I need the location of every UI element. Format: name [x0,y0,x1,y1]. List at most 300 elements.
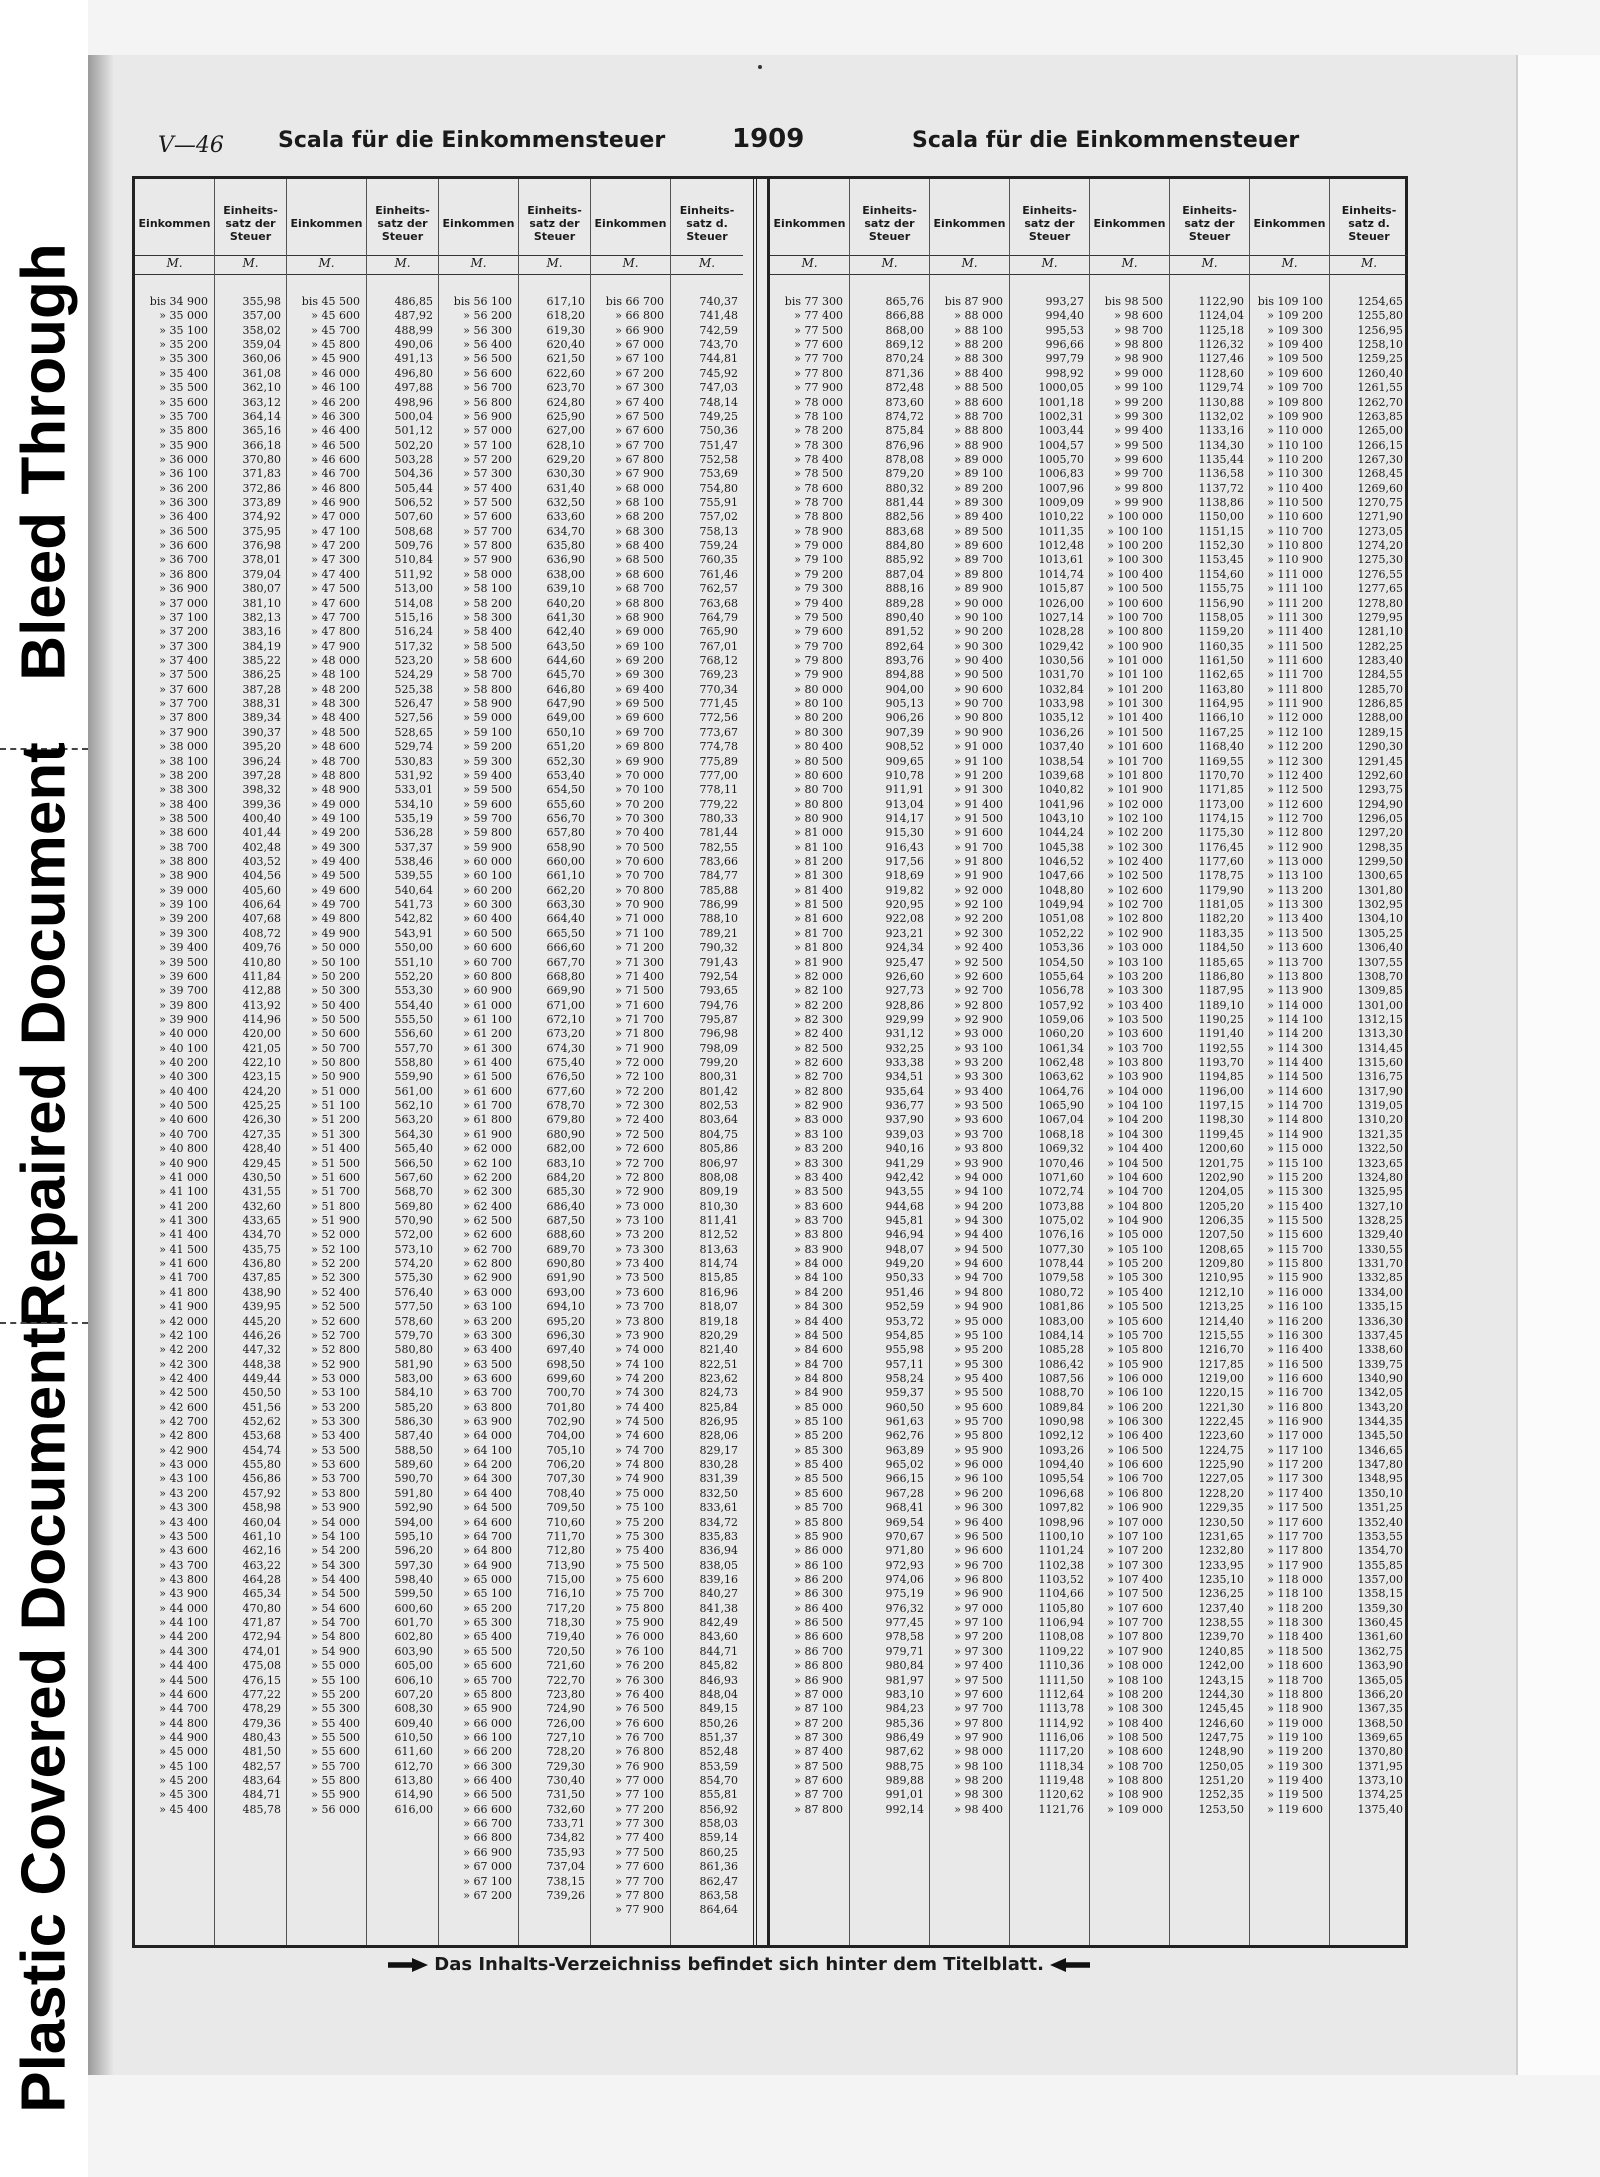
income-cell: » 95 300 [954,1357,1003,1371]
income-cell: » 79 300 [794,582,843,596]
rate-cell: 949,20 [885,1257,924,1271]
income-cell: » 86 100 [794,1558,843,1572]
income-cell: » 93 800 [954,1142,1003,1156]
income-cell: » 43 500 [159,1529,208,1543]
rate-cell: 1038,54 [1038,754,1084,768]
income-cell: » 55 100 [311,1673,360,1687]
income-cell: » 111 600 [1267,653,1323,667]
income-cell: » 83 300 [794,1156,843,1170]
income-cell: » 75 300 [615,1529,664,1543]
rate-cell: 876,96 [885,438,924,452]
income-cell: » 112 400 [1267,768,1323,782]
income-cell: » 115 800 [1267,1257,1323,1271]
rate-cell: 1242,00 [1198,1659,1244,1673]
income-cell: » 114 000 [1267,998,1323,1012]
rate-cell: 1122,90 [1198,295,1244,308]
rate-cell: 1070,46 [1038,1156,1084,1170]
income-cell: » 38 800 [159,855,208,869]
income-cell: » 47 500 [311,582,360,596]
income-cell: » 100 900 [1107,639,1163,653]
rate-cell: 688,60 [546,1228,585,1242]
rate-cell: 1077,30 [1038,1242,1084,1256]
income-cell: » 58 100 [463,582,512,596]
income-cell: » 52 200 [311,1257,360,1271]
income-cell: » 36 800 [159,567,208,581]
rate-cell: 1285,70 [1357,682,1403,696]
income-cell: » 77 900 [794,381,843,395]
income-cell: » 77 700 [615,1874,664,1888]
income-cell: » 111 700 [1267,668,1323,682]
income-cell: » 83 500 [794,1185,843,1199]
rate-cell: 627,00 [546,424,585,438]
income-cell: » 103 900 [1107,1070,1163,1084]
rate-cell: 1007,96 [1038,481,1084,495]
rate-cell: 1137,72 [1198,481,1244,495]
income-cell: » 51 500 [311,1156,360,1170]
income-cell: » 92 600 [954,969,1003,983]
rate-cell: 978,58 [885,1630,924,1644]
income-cell: » 43 600 [159,1544,208,1558]
rate-cell: 1182,20 [1198,912,1244,926]
income-cell: » 91 700 [954,840,1003,854]
income-cell: » 90 700 [954,697,1003,711]
income-cell: » 82 300 [794,1012,843,1026]
income-cell: » 92 500 [954,955,1003,969]
page-title-left: Scala für die Einkommensteuer [278,128,666,153]
income-cell: » 112 000 [1267,711,1323,725]
income-cell: » 49 900 [311,926,360,940]
rate-cell: 364,14 [242,409,281,423]
rate-cell: 485,78 [242,1802,281,1816]
rate-cell: 378,01 [242,553,281,567]
income-column-header: Einkommen [290,216,363,230]
rate-cell: 1113,78 [1038,1702,1084,1716]
rate-cell: 448,38 [242,1357,281,1371]
income-cell: » 88 900 [954,438,1003,452]
rate-cell: 914,17 [885,811,924,825]
income-cell: » 41 600 [159,1257,208,1271]
rate-cell: 599,50 [394,1587,433,1601]
income-cell: » 103 500 [1107,1012,1163,1026]
rate-cell: 1352,40 [1357,1515,1403,1529]
rate-cell: 463,22 [242,1558,281,1572]
rate-cell: 1011,35 [1038,524,1084,538]
rate-cell: 1250,05 [1198,1759,1244,1773]
income-cell: » 73 200 [615,1228,664,1242]
income-cell: » 73 000 [615,1199,664,1213]
rate-cell: 434,70 [242,1228,281,1242]
rate-cell: 758,13 [699,524,738,538]
income-cell: » 71 800 [615,1027,664,1041]
rate-cell: 371,83 [242,467,281,481]
rate-cell: 811,41 [699,1214,738,1227]
income-cell: » 118 400 [1267,1630,1323,1644]
rate-cell: 716,10 [546,1587,585,1601]
income-cell: » 94 900 [954,1300,1003,1314]
rate-cell: 445,20 [242,1314,281,1328]
income-cell: » 85 000 [794,1400,843,1414]
rate-cell: 538,46 [394,855,433,869]
income-cell: » 56 800 [463,395,512,409]
rate-cell: 1273,05 [1357,524,1403,538]
income-cell: » 111 300 [1267,610,1323,624]
rate-cell: 395,20 [242,740,281,754]
rate-cell: 656,70 [546,811,585,825]
rate-cell: 408,72 [242,926,281,940]
income-cell: » 66 200 [463,1745,512,1759]
rate-cell: 754,80 [699,481,738,495]
income-cell: » 65 100 [463,1587,512,1601]
income-cell: » 102 300 [1107,840,1163,854]
income-cell: » 104 000 [1107,1084,1163,1098]
income-cell: » 35 000 [159,309,208,323]
income-cell: » 38 500 [159,811,208,825]
rate-cell: 603,90 [394,1644,433,1658]
income-cell: » 62 600 [463,1228,512,1242]
rate-cell: 1084,14 [1038,1328,1084,1342]
income-cell: » 99 100 [1114,381,1163,395]
rate-cell: 720,50 [546,1644,585,1658]
income-cell: » 110 200 [1267,452,1323,466]
rate-cell: 404,56 [242,869,281,883]
rate-cell: 884,80 [885,539,924,553]
income-cell: » 113 300 [1267,898,1323,912]
income-cell: » 62 100 [463,1156,512,1170]
income-cell: » 63 700 [463,1386,512,1400]
rate-cell: 1083,00 [1038,1314,1084,1328]
income-cell: » 57 300 [463,467,512,481]
income-cell: » 97 700 [954,1702,1003,1716]
rate-cell: 641,30 [546,610,585,624]
rate-cell: 888,16 [885,582,924,596]
rate-cell: 430,50 [242,1170,281,1184]
rate-cell: 398,32 [242,783,281,797]
income-cell: » 66 900 [463,1845,512,1859]
income-cell: » 77 500 [794,323,843,337]
income-cell: » 65 900 [463,1702,512,1716]
rate-cell: 1275,30 [1357,553,1403,567]
rate-cell: 363,12 [242,395,281,409]
rate-cell: 595,10 [394,1529,433,1543]
rate-cell: 781,44 [699,826,738,840]
rate-cell: 487,92 [394,309,433,323]
rate-cell: 413,92 [242,998,281,1012]
rate-cell: 730,40 [546,1774,585,1788]
rate-cell: 1112,64 [1038,1687,1084,1701]
income-cell: » 77 900 [615,1903,664,1917]
income-cell: » 62 400 [463,1199,512,1213]
income-cell: » 67 500 [615,409,664,423]
rate-column-header: Einheits-satz der Steuer [223,203,278,243]
income-cell: » 74 100 [615,1357,664,1371]
rate-cell: 412,88 [242,984,281,998]
income-cell: » 59 100 [463,725,512,739]
rate-cell: 1338,60 [1357,1343,1403,1357]
income-cell: » 117 900 [1267,1558,1323,1572]
rate-cell: 771,45 [699,697,738,711]
income-cell: » 79 100 [794,553,843,567]
rate-cell: 929,99 [885,1012,924,1026]
income-cell: » 113 600 [1267,941,1323,955]
income-cell: » 48 600 [311,740,360,754]
income-cell: » 88 600 [954,395,1003,409]
income-cell: » 91 100 [954,754,1003,768]
rate-cell: 1312,15 [1357,1012,1403,1026]
income-cell: » 103 000 [1107,941,1163,955]
rate-cell: 740,37 [699,295,738,308]
rate-cell: 1044,24 [1038,826,1084,840]
income-cell: » 96 700 [954,1558,1003,1572]
income-cell: » 77 000 [615,1774,664,1788]
rate-cell: 1059,06 [1038,1012,1084,1026]
income-cell: » 84 800 [794,1371,843,1385]
rate-cell: 887,04 [885,567,924,581]
rate-cell: 1124,04 [1198,309,1244,323]
income-cell: » 57 900 [463,553,512,567]
rate-cell: 824,73 [699,1386,738,1400]
income-cell: » 81 400 [794,883,843,897]
rate-cell: 825,84 [699,1400,738,1414]
rate-cell: 711,70 [546,1529,585,1543]
rate-cell: 470,80 [242,1601,281,1615]
rate-cell: 1110,36 [1038,1659,1084,1673]
rate-cell: 583,00 [394,1371,433,1385]
income-cell: » 119 300 [1267,1759,1323,1773]
rate-cell: 679,80 [546,1113,585,1127]
page-number: V—46 [158,133,224,158]
rate-cell: 471,87 [242,1616,281,1630]
rate-cell: 1269,60 [1357,481,1403,495]
rate-cell: 1235,10 [1198,1572,1244,1586]
rate-cell: 1000,05 [1038,381,1084,395]
income-cell: » 41 100 [159,1185,208,1199]
rate-cell: 1064,76 [1038,1084,1084,1098]
income-cell: » 47 900 [311,639,360,653]
income-cell: » 71 200 [615,941,664,955]
income-cell: » 66 800 [463,1831,512,1845]
rate-cell: 1221,30 [1198,1400,1244,1414]
income-cell: » 89 100 [954,467,1003,481]
income-cell: » 107 900 [1107,1644,1163,1658]
side-label-strip [0,0,88,2177]
rate-cell: 994,40 [1045,309,1084,323]
rate-cell: 792,54 [699,969,738,983]
rate-cell: 1274,20 [1357,539,1403,553]
income-cell: » 66 100 [463,1730,512,1744]
income-cell: » 102 400 [1107,855,1163,869]
income-cell: » 70 300 [615,811,664,825]
rate-cell: 629,20 [546,452,585,466]
rate-cell: 1153,45 [1198,553,1244,567]
unit-label: M. [591,255,670,275]
income-cell: » 104 400 [1107,1142,1163,1156]
income-cell: » 111 900 [1267,697,1323,711]
income-cell: » 104 500 [1107,1156,1163,1170]
rate-cell: 403,52 [242,855,281,869]
rate-column-header: Einheits-satz d. Steuer [679,203,735,243]
rate-cell: 831,39 [699,1472,738,1486]
income-cell: » 67 100 [615,352,664,366]
income-cell: » 58 600 [463,653,512,667]
income-cell: » 37 800 [159,711,208,725]
income-cell: » 80 400 [794,740,843,754]
rate-cell: 941,29 [885,1156,924,1170]
rate-column-header: Einheits-satz d. Steuer [1341,203,1397,243]
rate-cell: 872,48 [885,381,924,395]
rate-cell: 1252,35 [1198,1788,1244,1802]
income-cell: » 102 200 [1107,826,1163,840]
income-cell: » 118 700 [1267,1673,1323,1687]
rate-cell: 665,50 [546,926,585,940]
income-cell: » 49 700 [311,898,360,912]
income-cell: » 64 200 [463,1458,512,1472]
income-cell: » 80 500 [794,754,843,768]
income-cell: bis 34 900 [149,295,208,308]
rate-cell: 785,88 [699,883,738,897]
rate-cell: 503,28 [394,452,433,466]
rate-cell: 421,05 [242,1041,281,1055]
rate-cell: 1310,20 [1357,1113,1403,1127]
income-cell: » 84 000 [794,1257,843,1271]
income-cell: » 38 400 [159,797,208,811]
income-cell: » 108 500 [1107,1730,1163,1744]
income-cell: » 64 500 [463,1501,512,1515]
income-cell: » 46 800 [311,481,360,495]
income-cell: » 89 600 [954,539,1003,553]
rate-cell: 803,64 [699,1113,738,1127]
income-cell: » 47 100 [311,524,360,538]
table-left-half [135,179,757,1945]
rate-cell: 702,90 [546,1415,585,1429]
rate-cell: 685,30 [546,1185,585,1199]
income-cell: » 100 500 [1107,582,1163,596]
rate-cell: 1045,38 [1038,840,1084,854]
income-cell: » 46 600 [311,452,360,466]
rate-cell: 757,02 [699,510,738,524]
income-cell: » 69 200 [615,653,664,667]
rate-cell: 699,60 [546,1371,585,1385]
rate-cell: 622,60 [546,366,585,380]
rate-cell: 1366,20 [1357,1687,1403,1701]
rate-cell: 694,10 [546,1300,585,1314]
rate-cell: 1245,45 [1198,1702,1244,1716]
rate-cell: 1268,45 [1357,467,1403,481]
rate-cell: 953,72 [885,1314,924,1328]
rate-cell: 1224,75 [1198,1443,1244,1457]
rate-cell: 742,59 [699,323,738,337]
income-cell: » 115 300 [1267,1185,1323,1199]
rate-cell: 1344,35 [1357,1415,1403,1429]
income-cell: » 77 500 [615,1845,664,1859]
rate-cell: 1040,82 [1038,783,1084,797]
income-cell: » 104 200 [1107,1113,1163,1127]
income-cell: » 35 500 [159,381,208,395]
income-cell: » 53 700 [311,1472,360,1486]
income-cell: » 115 900 [1267,1271,1323,1285]
rate-cell: 1071,60 [1038,1170,1084,1184]
rate-cell: 939,03 [885,1127,924,1141]
rate-cell: 453,68 [242,1429,281,1443]
income-cell: » 43 800 [159,1572,208,1586]
rate-cell: 1004,57 [1038,438,1084,452]
income-cell: » 75 500 [615,1558,664,1572]
income-cell: » 112 200 [1267,740,1323,754]
income-cell: » 45 800 [311,338,360,352]
rate-cell: 779,22 [699,797,738,811]
rate-cell: 906,26 [885,711,924,725]
income-cell: » 98 700 [1114,323,1163,337]
income-cell: » 108 000 [1107,1659,1163,1673]
rate-cell: 1208,65 [1198,1242,1244,1256]
income-cell: » 46 400 [311,424,360,438]
rate-cell: 435,75 [242,1242,281,1256]
income-column [591,179,671,1945]
rate-cell: 995,53 [1045,323,1084,337]
income-cell: » 96 100 [954,1472,1003,1486]
rate-cell: 517,32 [394,639,433,653]
rate-cell: 1348,95 [1357,1472,1403,1486]
rate-cell: 954,85 [885,1328,924,1342]
rate-cell: 1209,80 [1198,1257,1244,1271]
rate-cell: 869,12 [885,338,924,352]
rate-cell: 1173,00 [1198,797,1244,811]
rate-cell: 952,59 [885,1300,924,1314]
income-cell: » 109 300 [1267,323,1323,337]
income-cell: » 57 600 [463,510,512,524]
rate-cell: 922,08 [885,912,924,926]
income-cell: » 90 400 [954,653,1003,667]
rate-cell: 1365,05 [1357,1673,1403,1687]
rate-cell: 743,70 [699,338,738,352]
rate-cell: 804,75 [699,1127,738,1141]
rate-cell: 977,45 [885,1616,924,1630]
rate-cell: 1263,85 [1357,409,1403,423]
income-cell: » 55 400 [311,1716,360,1730]
rate-cell: 374,92 [242,510,281,524]
rate-cell: 1210,95 [1198,1271,1244,1285]
income-cell: » 87 600 [794,1774,843,1788]
income-cell: » 69 500 [615,697,664,711]
rate-cell: 1238,55 [1198,1616,1244,1630]
rate-cell: 1168,40 [1198,740,1244,754]
income-cell: » 35 100 [159,323,208,337]
income-cell: » 80 700 [794,783,843,797]
rate-cell: 870,24 [885,352,924,366]
income-cell: » 119 000 [1267,1716,1323,1730]
rate-cell: 968,41 [885,1501,924,1515]
income-cell: » 95 600 [954,1400,1003,1414]
income-cell: » 106 500 [1107,1443,1163,1457]
rate-cell: 709,50 [546,1501,585,1515]
rate-cell: 1323,65 [1357,1156,1403,1170]
rate-cell: 1192,55 [1198,1041,1244,1055]
rate-cell: 892,64 [885,639,924,653]
rate-cell: 431,55 [242,1185,281,1199]
rate-cell: 1065,90 [1038,1099,1084,1113]
rate-cell: 410,80 [242,955,281,969]
rate-cell: 640,20 [546,596,585,610]
income-cell: » 100 300 [1107,553,1163,567]
income-cell: » 108 100 [1107,1673,1163,1687]
income-cell: » 39 200 [159,912,208,926]
rate-cell: 506,52 [394,496,433,510]
income-cell: » 63 600 [463,1371,512,1385]
income-cell: » 42 100 [159,1328,208,1342]
income-cell: » 116 600 [1267,1371,1323,1385]
income-cell: » 81 500 [794,898,843,912]
income-cell: » 71 900 [615,1041,664,1055]
income-cell: » 78 100 [794,409,843,423]
